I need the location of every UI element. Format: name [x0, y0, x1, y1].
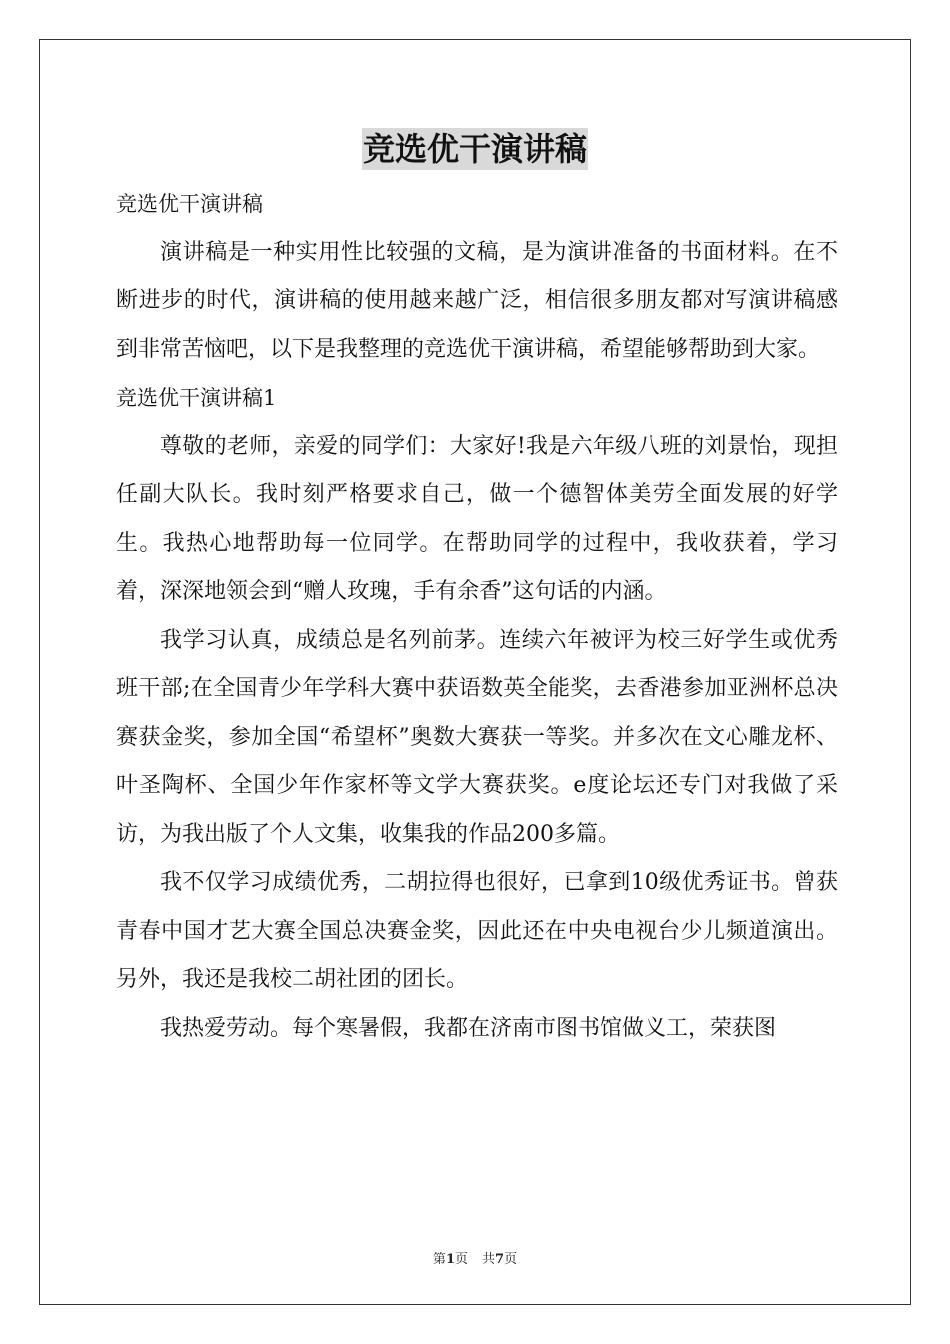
- page-suffix: 页: [454, 1252, 468, 1267]
- title-area: [0, 128, 950, 170]
- body-paragraph: 我热爱劳动。每个寒暑假，我都在济南市图书馆做义工，荣获图: [160, 1015, 777, 1041]
- page-number: 1: [445, 1252, 455, 1267]
- section-heading: 竞选优干演讲稿1: [116, 386, 277, 410]
- total-prefix: 共: [482, 1252, 496, 1267]
- document-title: 竞选优干演讲稿: [362, 130, 587, 168]
- page-footer: [0, 1248, 950, 1267]
- intro-paragraph: 演讲稿是一种实用性比较强的文稿，是为演讲准备的书面材料。在不断进步的时代，演讲稿的使用越来越广泛，相信很多朋友都对写演讲稿感到非常苦恼吧，以下是我整理的竞选优干演讲稿，希望能够帮助到大家。: [116, 239, 838, 362]
- document-subtitle: 竞选优干演讲稿: [116, 192, 263, 216]
- body-paragraph: 尊敬的老师，亲爱的同学们：大家好!我是六年级八班的刘景怡，现担任副大队长。我时刻严格要求自己，做一个德智体美劳全面发展的好学生。我热心地帮助每一位同学。在帮助同学的过程中，我收获着，学习着，深深地领会到“赠人玫瑰，手有余香”这句话的内涵。: [116, 433, 838, 604]
- page-prefix: 第: [432, 1252, 446, 1267]
- document-body: [116, 180, 838, 1053]
- body-paragraph: 我不仅学习成绩优秀，二胡拉得也很好，已拿到10级优秀证书。曾获青春中国才艺大赛全国总决赛金奖，因此还在中央电视台少儿频道演出。另外，我还是我校二胡社团的团长。: [116, 870, 838, 992]
- total-pages: 7: [495, 1252, 505, 1267]
- body-paragraph: 我学习认真，成绩总是名列前茅。连续六年被评为校三好学生或优秀班干部;在全国青少年学科大赛中获语数英全能奖，去香港参加亚洲杯总决赛获金奖，参加全国“希望杯”奥数大赛获一等奖。并多次在文心雕龙杯、叶圣陶杯、全国少年作家杯等文学大赛获奖。e度论坛还专门对我做了采访，为我出版了个人文集，收集我的作品200多篇。: [116, 627, 838, 847]
- total-suffix: 页: [504, 1252, 518, 1267]
